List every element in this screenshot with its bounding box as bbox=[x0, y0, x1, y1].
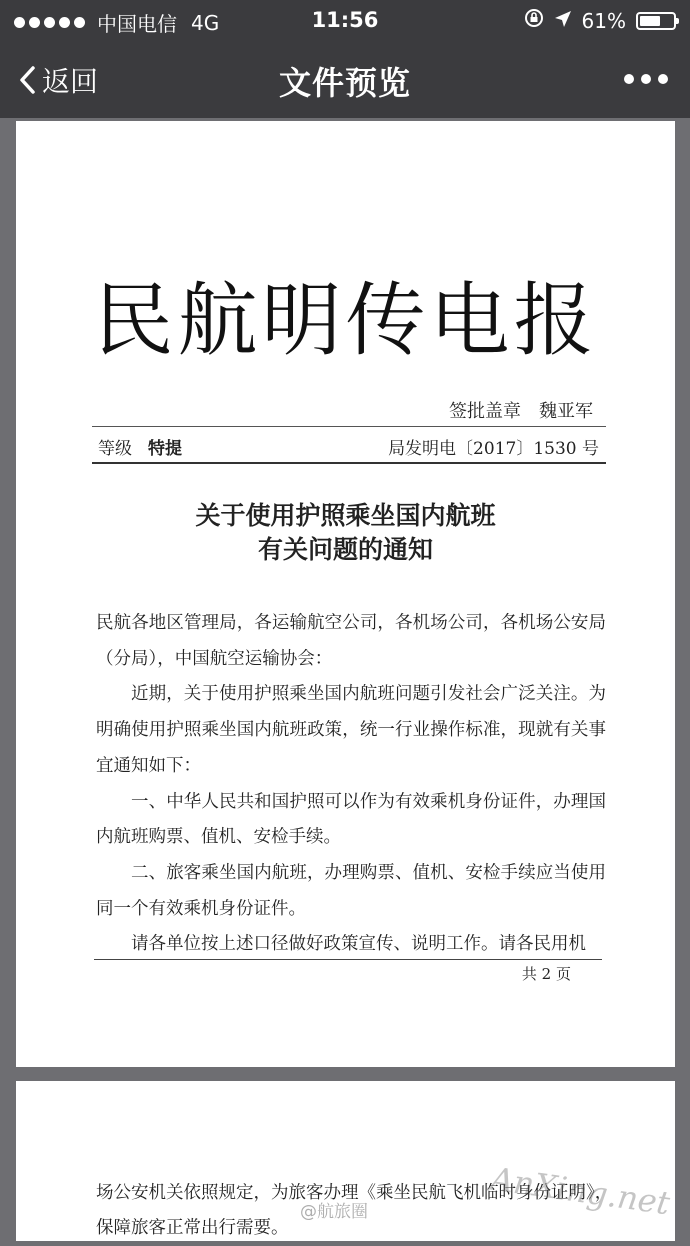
signer-label: 签批盖章 bbox=[449, 401, 521, 422]
more-options-icon[interactable] bbox=[624, 74, 668, 84]
orientation-lock-icon bbox=[524, 8, 544, 33]
battery-percent: 61% bbox=[581, 8, 626, 33]
signer-name: 魏亚军 bbox=[539, 401, 593, 422]
weibo-watermark: @航旅圈 bbox=[300, 1202, 368, 1222]
site-watermark: AnXing.net bbox=[488, 1159, 673, 1223]
location-icon bbox=[554, 9, 572, 33]
document-title: 民航明传电报 bbox=[93, 274, 598, 367]
notice-title-line-1: 关于使用护照乘坐国内航班 bbox=[195, 501, 496, 530]
battery-icon bbox=[636, 12, 676, 30]
meta-divider bbox=[92, 462, 606, 464]
status-right bbox=[524, 8, 676, 33]
status-bar bbox=[0, 0, 690, 40]
paragraph-request: 请各单位按上述口径做好政策宣传、说明工作。请各民用机 bbox=[131, 934, 586, 955]
document-number: 局发明电〔2017〕1530 号 bbox=[388, 439, 599, 459]
grade-line bbox=[98, 434, 182, 459]
page-title: 文件预览 bbox=[278, 64, 411, 102]
page-count: 共 2 页 bbox=[521, 965, 571, 983]
page-2-line-1: 场公安机关依照规定，为旅客办理《乘坐民航飞机临时身份证明》， bbox=[96, 1183, 613, 1203]
document-page-1 bbox=[16, 121, 675, 1067]
notice-body bbox=[96, 606, 606, 963]
grade-value: 特提 bbox=[148, 439, 182, 459]
paragraph-intro: 近期，关于使用护照乘坐国内航班问题引发社会广泛关注。为明确使用护照乘坐国内航班政策，统一行业操作标准，现就有关事宜通知如下： bbox=[96, 684, 606, 776]
nav-bar bbox=[0, 40, 690, 118]
footer-divider bbox=[94, 959, 602, 960]
notice-title-line-2: 有关问题的通知 bbox=[257, 535, 433, 564]
paragraph-item-2: 二、旅客乘坐国内航班，办理购票、值机、安检手续应当使用同一个有效乘机身份证件。 bbox=[96, 862, 606, 919]
header-divider bbox=[92, 426, 606, 427]
battery-fill bbox=[640, 16, 660, 26]
paragraph-addressees: 民航各地区管理局，各运输航空公司，各机场公司，各机场公安局（分局），中国航空运输协会： bbox=[96, 613, 606, 669]
notice-title bbox=[16, 499, 675, 567]
carrier-label: 中国电信 bbox=[97, 12, 177, 36]
network-label: 4G bbox=[191, 10, 220, 35]
back-label: 返回 bbox=[42, 65, 99, 98]
grade-label: 等级 bbox=[98, 439, 132, 459]
page-2-line-2: 保障旅客正常出行需要。 bbox=[96, 1218, 289, 1238]
paragraph-item-1: 一、中华人民共和国护照可以作为有效乘机身份证件，办理国内航班购票、值机、安检手续。 bbox=[96, 791, 606, 848]
clock: 11:56 bbox=[311, 8, 379, 32]
signer-line bbox=[449, 397, 593, 423]
